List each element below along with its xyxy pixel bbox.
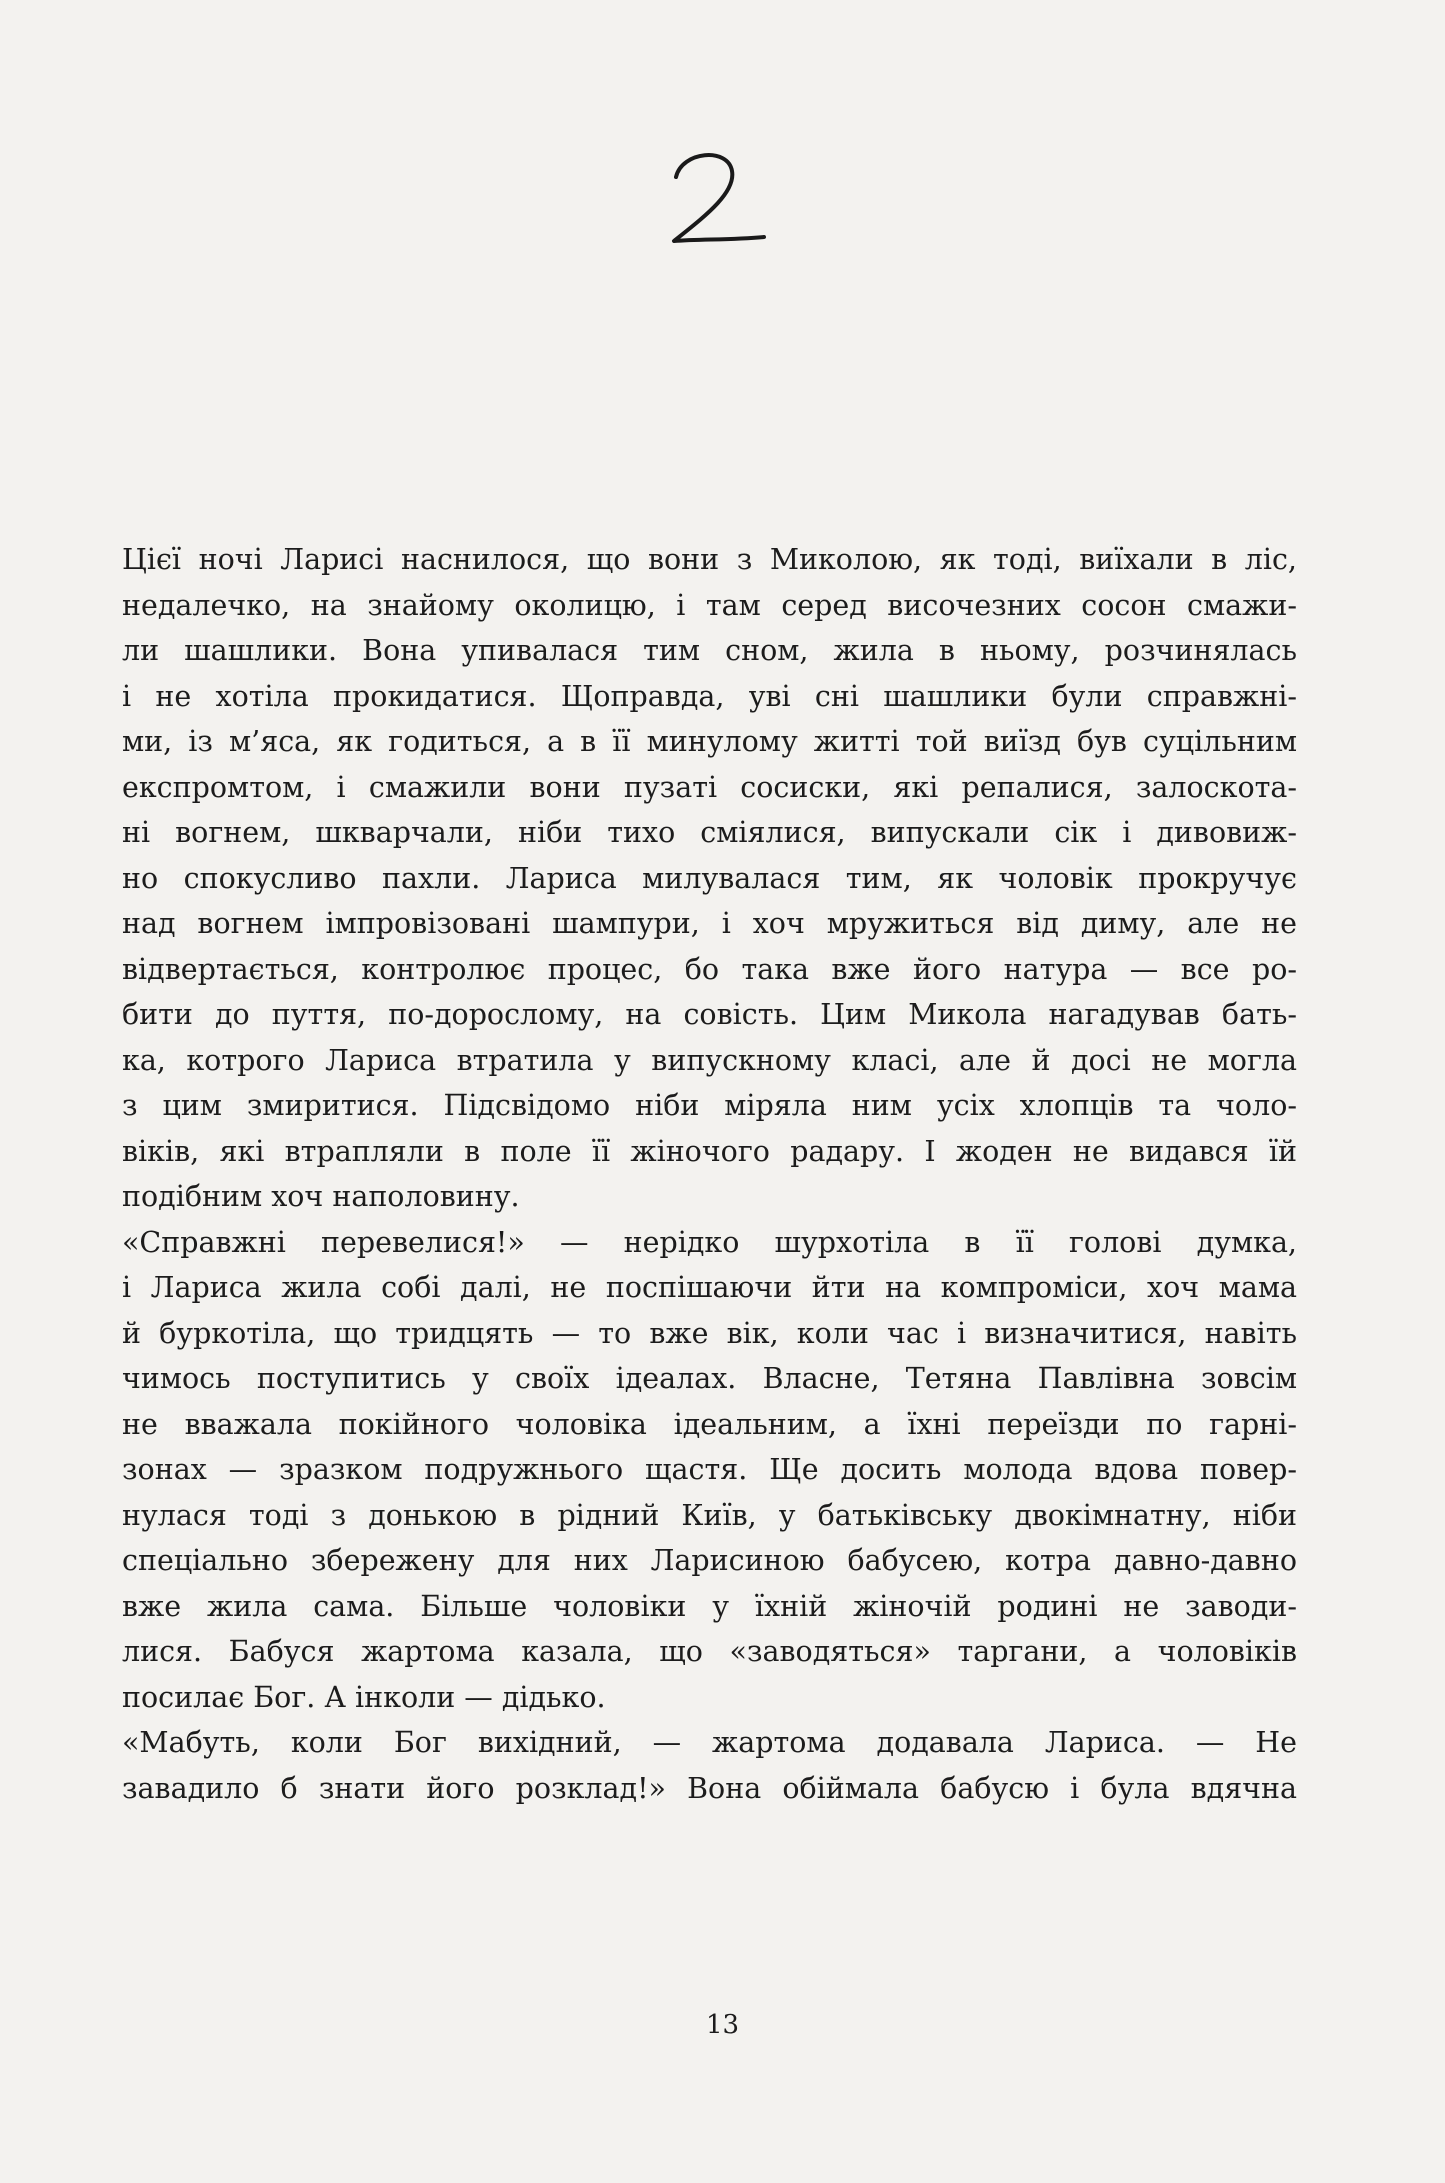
text-line: нулася тоді з донькою в рідний Київ, у батьківську двокімнатну, ніби bbox=[122, 1498, 1297, 1532]
text-line: «Мабуть, коли Бог вихідний, — жартома додавала Лариса. — Не bbox=[122, 1726, 1297, 1759]
page-number: 13 bbox=[705, 2010, 740, 2040]
text-line: ні вогнем, шкварчали, ніби тихо сміялися, випускали сік і дивовиж- bbox=[122, 816, 1297, 849]
text-line: лися. Бабуся жартома казала, що «заводяться» таргани, а чоловіків bbox=[122, 1635, 1297, 1668]
text-line: і не хотіла прокидатися. Щоправда, уві сні шашлики були справжні- bbox=[122, 679, 1297, 713]
text-line: віків, які втрапляли в поле її жіночого радару. І жоден не видався їй bbox=[122, 1134, 1297, 1168]
text-line: бити до пуття, по-дорослому, на совість. Цим Микола нагадував бать- bbox=[122, 998, 1297, 1031]
text-line: Цієї ночі Ларисі наснилося, що вони з Миколою, як тоді, виїхали в ліс, bbox=[122, 543, 1297, 576]
text-line: зонах — зразком подружнього щастя. Ще досить молода вдова повер- bbox=[122, 1453, 1297, 1486]
text-line: ка, котрого Лариса втратила у випускному класі, але й досі не могла bbox=[122, 1043, 1297, 1077]
text-line: ми, із м’яса, як годиться, а в її минулому житті той виїзд був суцільним bbox=[122, 725, 1297, 758]
text-line: подібним хоч наполовину. bbox=[122, 1180, 520, 1213]
text-line: но спокусливо пахли. Лариса милувалася тим, як чоловік прокручує bbox=[122, 861, 1297, 895]
text-line: над вогнем імпровізовані шампури, і хоч мружиться від диму, але не bbox=[122, 907, 1297, 940]
text-line: з цим змиритися. Підсвідомо ніби міряла ним усіх хлопців та чоло- bbox=[122, 1089, 1297, 1122]
text-line: чимось поступитись у своїх ідеалах. Власне, Тетяна Павлівна зовсім bbox=[122, 1362, 1297, 1395]
text-line: спеціально збережену для них Ларисиною бабусею, котра давно-давно bbox=[122, 1544, 1297, 1577]
text-line: відвертається, контролює процес, бо така вже його натура — все ро- bbox=[122, 952, 1297, 986]
chapter-number bbox=[660, 145, 780, 255]
text-line: експромтом, і смажили вони пузаті сосиски, які репалися, залоскота- bbox=[122, 770, 1297, 804]
text-line: недалечко, на знайому околицю, і там серед височезних сосон смажи- bbox=[122, 588, 1297, 622]
text-line: й буркотіла, що тридцять — то вже вік, коли час і визначитися, навіть bbox=[122, 1316, 1297, 1350]
chapter-body-text bbox=[122, 537, 1297, 1811]
text-line: вже жила сама. Більше чоловіки у їхній жіночій родині не заводи- bbox=[122, 1589, 1297, 1623]
text-line: посилає Бог. А інколи — дідько. bbox=[122, 1680, 606, 1714]
text-line: завадило б знати його розклад!» Вона обіймала бабусю і була вдячна bbox=[122, 1771, 1297, 1805]
text-line: і Лариса жила собі далі, не поспішаючи йти на компроміси, хоч мама bbox=[122, 1271, 1297, 1304]
text-line: не вважала покійного чоловіка ідеальним, а їхні переїзди по гарні- bbox=[122, 1407, 1297, 1441]
text-line: ли шашлики. Вона упивалася тим сном, жила в ньому, розчинялась bbox=[122, 634, 1297, 667]
text-line: «Справжні перевелися!» — нерідко шурхотіла в її голові думка, bbox=[122, 1225, 1297, 1259]
chapter-number-handwritten-glyph bbox=[660, 145, 780, 255]
